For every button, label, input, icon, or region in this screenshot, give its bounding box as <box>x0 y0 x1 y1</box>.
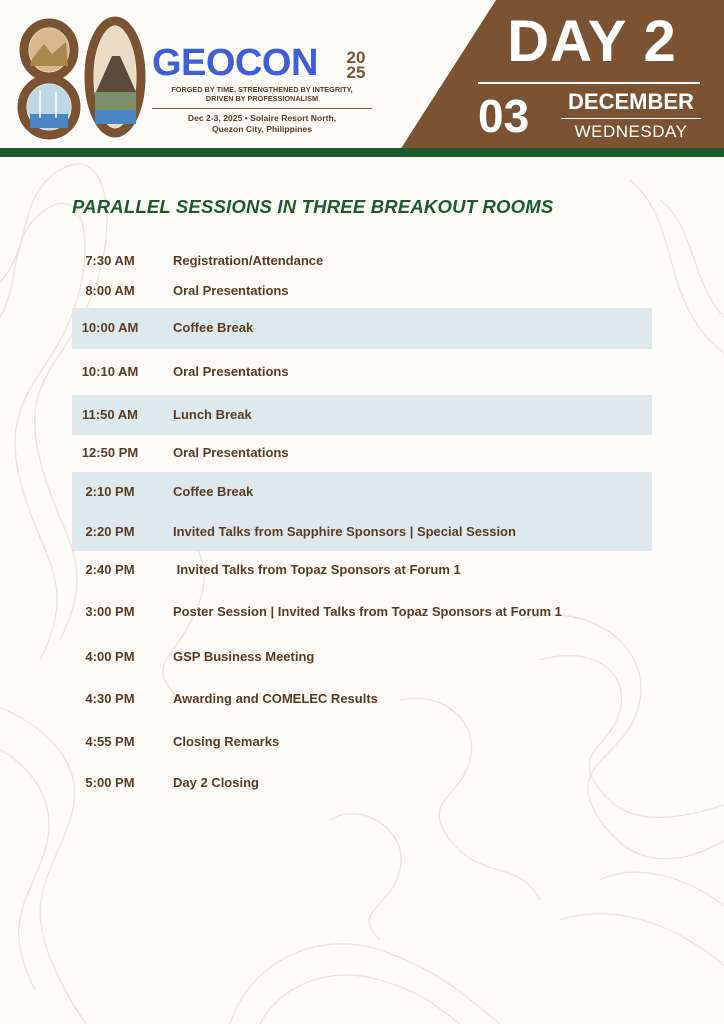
schedule-time: 4:30 PM <box>85 691 135 706</box>
schedule-event: Lunch Break <box>173 407 252 422</box>
schedule-time: 2:20 PM <box>85 524 135 539</box>
schedule-row <box>72 481 652 503</box>
schedule-event: Poster Session | Invited Talks from Topaz Sponsors at Forum 1 <box>173 604 562 619</box>
schedule-time: 8:00 AM <box>85 283 135 298</box>
schedule-row <box>72 731 652 753</box>
brand-name: GEOCON <box>152 42 318 84</box>
schedule-time: 7:30 AM <box>85 253 135 268</box>
event-venue: Dec 2-3, 2025 • Solaire Resort North, Quezon City, Philippines <box>187 113 337 134</box>
schedule-row <box>72 772 652 794</box>
schedule-time: 3:00 PM <box>85 604 135 619</box>
schedule-time: 11:50 AM <box>82 407 138 422</box>
schedule-event: GSP Business Meeting <box>173 649 315 664</box>
anniversary-80-logo <box>16 14 146 140</box>
brand-year: 20 25 <box>346 48 366 82</box>
schedule-event: Oral Presentations <box>173 364 289 379</box>
brand-tagline: FORGED BY TIME, STRENGTHENED BY INTEGRITY, DRIVEN BY PROFESSIONALISM <box>171 85 353 103</box>
day-label: DAY 2 <box>507 9 677 74</box>
section-title: PARALLEL SESSIONS IN THREE BREAKOUT ROOMS <box>72 196 554 217</box>
weekday-label: WEDNESDAY <box>574 122 688 141</box>
schedule-time: 4:55 PM <box>85 734 135 749</box>
schedule-row <box>72 317 652 339</box>
schedule-row <box>72 404 652 426</box>
schedule-event: Oral Presentations <box>173 283 289 298</box>
schedule-time: 2:10 PM <box>85 484 135 499</box>
schedule-event: Oral Presentations <box>173 445 289 460</box>
schedule-row <box>72 250 652 272</box>
schedule-event: Day 2 Closing <box>173 775 259 790</box>
schedule-event: Closing Remarks <box>173 734 280 749</box>
schedule-time: 10:10 AM <box>81 364 139 379</box>
schedule-time: 4:00 PM <box>85 649 135 664</box>
schedule-event: Coffee Break <box>173 484 254 499</box>
geocon-brand <box>152 44 382 135</box>
header-divider-bar <box>0 148 724 157</box>
header-banner <box>0 0 724 158</box>
schedule-time: 5:00 PM <box>85 775 135 790</box>
month-divider <box>561 118 701 119</box>
date-number: 03 <box>478 90 530 142</box>
schedule-row <box>72 646 652 668</box>
schedule-row <box>72 521 652 543</box>
month-label: DECEMBER <box>568 89 694 114</box>
schedule-row <box>72 559 652 581</box>
schedule-time: 12:50 PM <box>81 445 139 460</box>
schedule-row <box>72 361 652 383</box>
schedule-time: 2:40 PM <box>85 562 135 577</box>
schedule-event: Registration/Attendance <box>173 253 324 268</box>
schedule-row <box>72 601 652 623</box>
schedule-row <box>72 280 652 302</box>
brand-divider <box>152 108 372 109</box>
schedule-row <box>72 688 652 710</box>
schedule-row <box>72 442 652 464</box>
day-divider <box>478 82 700 84</box>
schedule-event: Invited Talks from Sapphire Sponsors | Special Session <box>173 524 516 539</box>
schedule-time: 10:00 AM <box>81 320 139 335</box>
schedule-event: Coffee Break <box>173 320 254 335</box>
schedule-event: Invited Talks from Topaz Sponsors at Forum 1 <box>173 562 461 577</box>
schedule-event: Awarding and COMELEC Results <box>173 691 378 706</box>
